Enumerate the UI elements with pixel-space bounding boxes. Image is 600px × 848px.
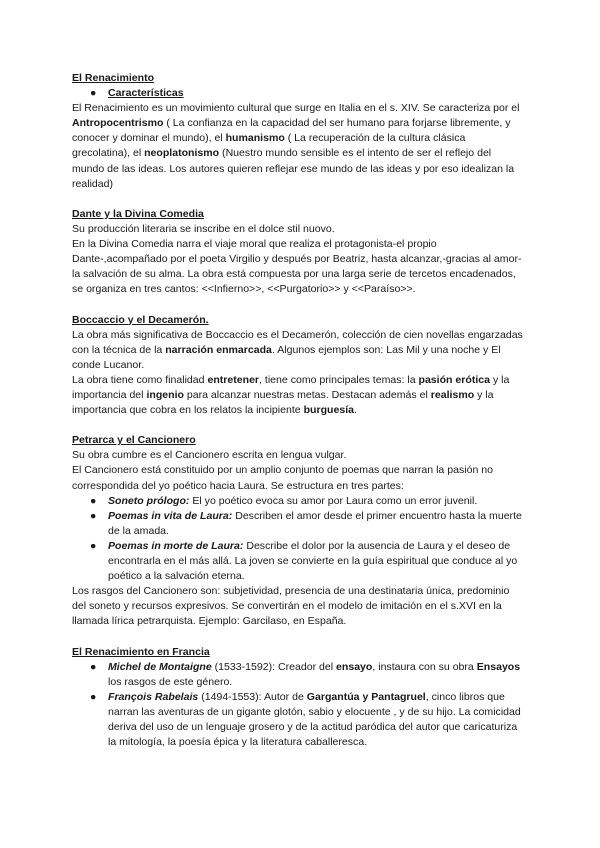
paragraph-dante-2: En la Divina Comedia narra el viaje moral que realiza el protagonista-el propio Dante-,acompañado por el poeta Virgilio y después por Beatriz, hasta alcanzar,-gracias al amor-la salvación de su alma. La obra está compuesta por una larga serie de tercetos encadenados, se organiza en tres cantos: <<Infierno>>, <<Purgatorio>> y <<Paraíso>>. xyxy=(72,238,522,296)
paragraph-dante-1: Su producción literaria se inscribe en el dolce stil nuovo. xyxy=(72,222,335,235)
list-item xyxy=(72,86,524,101)
bullet-icon: ● xyxy=(90,494,97,507)
section-title-dante: Dante y la Divina Comedia xyxy=(72,207,204,220)
document-page xyxy=(72,71,524,750)
paragraph-petrarca-3: Los rasgos del Cancionero son: subjetividad, presencia de una destinataria única, predominio del soneto y recursos expresivos. Se convertirán en el modelo de imitación en el s.XVI en la llamada lírica petrarquista. Ejemplo: Garcilaso, en España. xyxy=(72,585,510,628)
section-title-boccaccio: Boccaccio y el Decamerón. xyxy=(72,313,209,326)
list-item: ● Poemas in vita de Laura: Describen el amor desde el primer encuentro hasta la muerte de la amada. xyxy=(90,509,522,537)
paragraph-boccaccio-1: La obra más significativa de Boccaccio es el Decamerón, colección de cien novellas engarzadas con la técnica de la narración enmarcada. Algunos ejemplos son: Las Mil y una noche y El conde Lucanor. xyxy=(72,328,523,371)
section-title-francia: El Renacimiento en Francia xyxy=(72,645,210,658)
subheading-list xyxy=(72,86,524,101)
bullet-icon: ● xyxy=(90,509,97,522)
section-title-petrarca: Petrarca y el Cancionero xyxy=(72,434,196,447)
bullet-icon: ● xyxy=(90,660,97,673)
list-item: ● Michel de Montaigne (1533-1592): Creador del ensayo, instaura con su obra Ensayos los rasgos de este género. xyxy=(90,660,521,688)
bullet-icon: ● xyxy=(90,539,97,552)
paragraph-petrarca-2: El Cancionero está constituido por un amplio conjunto de poemas que narran la pasión no correspondida del yo poético hacia Laura. Se estructura en tres partes: xyxy=(72,464,493,492)
bullet-icon: ● xyxy=(90,87,97,100)
list-item: ● Poemas in morte de Laura: Describe el dolor por la ausencia de Laura y el deseo de encontrarla en el más allá. La joven se convierte en la guía espiritual que conduce al yo poético a la salvación eterna. xyxy=(90,539,518,583)
subheading-caracteristicas: Características xyxy=(108,87,184,100)
list-item: ● Soneto prólogo: El yo poético evoca su amor por Laura como un error juvenil. xyxy=(72,494,524,509)
paragraph-boccaccio-2: La obra tiene como finalidad entretener, tiene como principales temas: la pasión erótica y la importancia del ingenio para alcanzar nuestras metas. Destacan además el realismo y la importancia que cobra en los relatos la incipiente burguesía. xyxy=(72,373,510,417)
francia-authors-list xyxy=(72,660,524,751)
section-title-renacimiento: El Renacimiento xyxy=(72,72,155,84)
bullet-icon: ● xyxy=(90,690,97,703)
list-item: ● François Rabelais (1494-1553): Autor de Gargantúa y Pantagruel, cinco libros que narran las aventuras de un gigante glotón, sabio y elocuente , y de su hijo. La comicidad deriva del uso de un lenguaje grosero y de la actitud paródica del autor que caricaturiza la mitología, la poesía épica y la literatura caballeresca. xyxy=(90,690,521,749)
paragraph-renacimiento: El Renacimiento es un movimiento cultural que surge en Italia en el s. XIV. Se caracteriza por el Antropocentrismo ( La confianza en la capacidad del ser humano para forjarse libremente, y conocer y dominar el mundo), el humanismo ( La recuperación de la cultura clásica grecolatina), el neoplatonismo (Nuestro mundo sensible es el intento de ser el reflejo del mundo de las ideas. Los autores quieren reflejar ese mundo de las ideas y por eso idealizan la realidad) xyxy=(72,102,520,190)
paragraph-petrarca-1: Su obra cumbre es el Cancionero escrita en lengua vulgar. xyxy=(72,449,347,462)
cancionero-parts-list xyxy=(72,494,524,585)
